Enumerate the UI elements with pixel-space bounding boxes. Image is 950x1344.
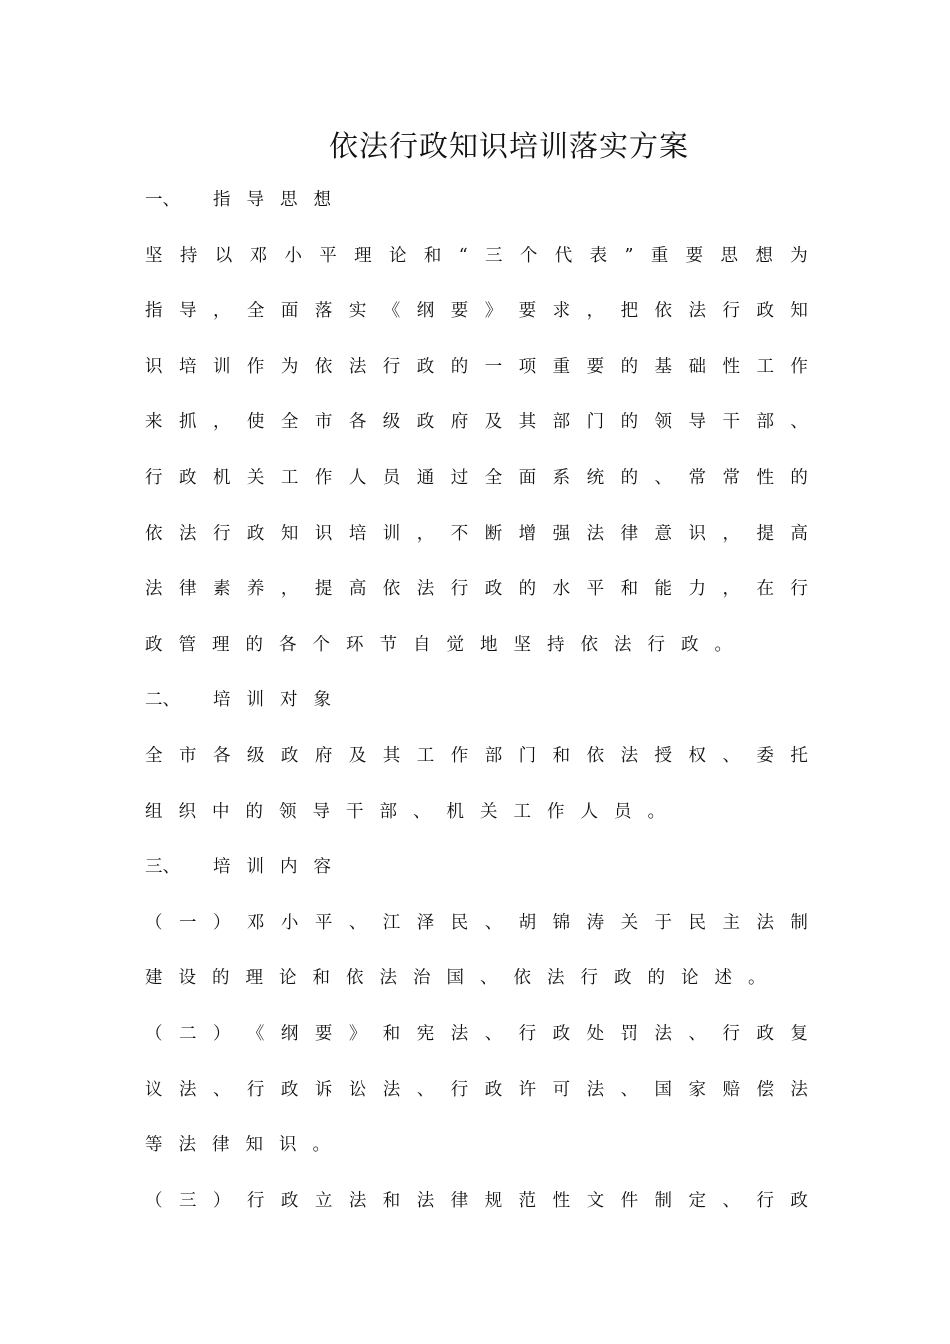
paragraph-line [145, 464, 808, 492]
paragraph-line-text: 全 市 各 级 政 府 及 其 工 作 部 门 和 依 法 授 权 、 委 托 [145, 746, 808, 766]
paragraph-line-text: 指 导 ， 全 面 落 实 《 纲 要 》 要 求 ， 把 依 法 行 政 知 [145, 301, 808, 321]
section-heading [145, 186, 347, 214]
paragraph-line-text: 组织中的领导干部、机关工作人员。 [145, 802, 681, 822]
paragraph-line [145, 1187, 808, 1215]
paragraph-line [145, 798, 681, 826]
section-heading [145, 686, 347, 714]
paragraph-line [145, 242, 808, 270]
paragraph-line [145, 408, 808, 436]
paragraph-line [145, 297, 808, 325]
paragraph-line [145, 909, 808, 937]
paragraph-line-text: 依 法 行 政 知 识 培 训 ， 不 断 增 强 法 律 意 识 ， 提 高 [145, 524, 808, 544]
paragraph-line-text: 识 培 训 作 为 依 法 行 政 的 一 项 重 要 的 基 础 性 工 作 [145, 357, 808, 377]
paragraph-line-text: 议 法 、 行 政 诉 讼 法 、 行 政 许 可 法 、 国 家 赔 偿 法 [145, 1080, 808, 1100]
paragraph-line-text: 来 抓 ， 使 全 市 各 级 政 府 及 其 部 门 的 领 导 干 部 、 [145, 412, 808, 432]
paragraph-line [145, 353, 808, 381]
paragraph-line [145, 1076, 808, 1104]
document-title: 依法行政知识培训落实方案 [328, 129, 689, 163]
section-number: 三、 [145, 857, 180, 877]
paragraph-line [145, 1131, 346, 1159]
paragraph-line [145, 520, 808, 548]
section-heading-text: 指导思想 [213, 190, 347, 210]
paragraph-line [145, 631, 748, 659]
paragraph-line-text: （ 一 ） 邓 小 平 、 江 泽 民 、 胡 锦 涛 关 于 民 主 法 制 [145, 913, 808, 933]
section-heading-text: 培训对象 [213, 690, 347, 710]
paragraph-line-text: （ 三 ） 行 政 立 法 和 法 律 规 范 性 文 件 制 定 、 行 政 [145, 1191, 808, 1211]
paragraph-line [145, 1020, 808, 1048]
section-heading [145, 853, 347, 881]
section-number: 一、 [145, 190, 180, 210]
paragraph-line [145, 964, 782, 992]
section-number: 二、 [145, 690, 180, 710]
paragraph-line-text: 等法律知识。 [145, 1135, 346, 1155]
paragraph-line [145, 575, 808, 603]
section-heading-text: 培训内容 [213, 857, 347, 877]
paragraph-line-text: 行 政 机 关 工 作 人 员 通 过 全 面 系 统 的 、 常 常 性 的 [145, 468, 808, 488]
paragraph-line-text: （ 二 ） 《 纲 要 》 和 宪 法 、 行 政 处 罚 法 、 行 政 复 [145, 1024, 808, 1044]
paragraph-line [145, 742, 808, 770]
paragraph-line-text: 建设的理论和依法治国、依法行政的论述。 [145, 968, 782, 988]
paragraph-line-text: 政管理的各个环节自觉地坚持依法行政。 [145, 635, 748, 655]
paragraph-line-text: 法 律 素 养 ， 提 高 依 法 行 政 的 水 平 和 能 力 ， 在 行 [145, 579, 808, 599]
paragraph-line-text: 坚 持 以 邓 小 平 理 论 和 “ 三 个 代 表 ” 重 要 思 想 为 [145, 246, 808, 266]
